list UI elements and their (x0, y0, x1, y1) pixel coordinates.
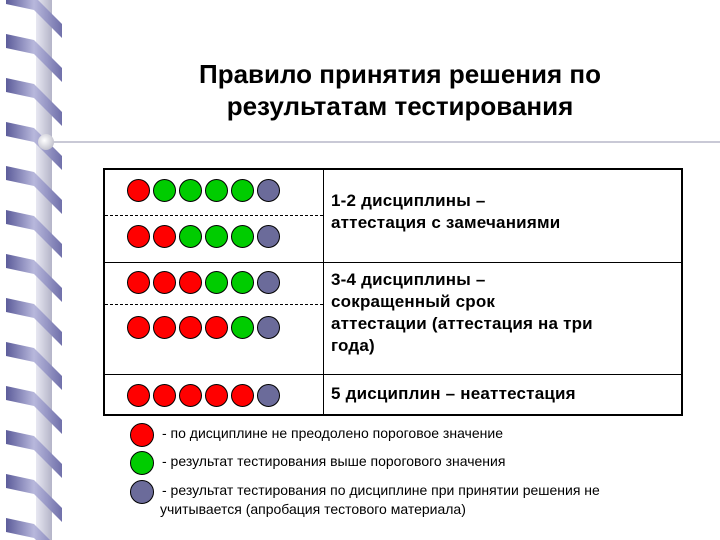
gray-circle-icon (257, 179, 280, 202)
divider-knob (38, 134, 54, 150)
row-text-line: 3-4 дисциплины – (331, 270, 486, 289)
row-text-line: 5 дисциплин – неаттестация (331, 384, 576, 403)
green-circle-icon (205, 179, 228, 202)
circle-pattern (127, 271, 280, 294)
binder-ribbon (6, 474, 62, 522)
binder-ribbon (6, 34, 62, 82)
page-title (100, 58, 700, 122)
circle-pattern (127, 225, 280, 248)
green-circle-icon (231, 316, 254, 339)
green-circle-icon (205, 271, 228, 294)
red-circle-icon (179, 316, 202, 339)
binder-ribbon (6, 78, 62, 126)
row-text-line: сокращенный срок (331, 292, 496, 311)
red-circle-icon (231, 384, 254, 407)
table-row (105, 374, 681, 415)
circle-pattern (127, 316, 280, 339)
row-text-line: года) (331, 336, 375, 355)
green-circle-icon (231, 225, 254, 248)
binder-ribbon (6, 342, 62, 390)
binder-ribbon (6, 430, 62, 478)
binder-ribbon (6, 122, 62, 170)
decision-rules-table (103, 168, 683, 416)
green-circle-icon (179, 225, 202, 248)
column-separator (323, 170, 324, 262)
legend-text (162, 452, 505, 471)
green-circle-icon (231, 271, 254, 294)
red-circle-icon (179, 384, 202, 407)
red-circle-icon (153, 316, 176, 339)
green-circle-icon (130, 451, 154, 475)
binder-ribbon (6, 298, 62, 346)
title-line-1: Правило принятия решения по (199, 59, 601, 89)
binder-ribbon (6, 386, 62, 434)
gray-circle-icon (257, 271, 280, 294)
spiral-binding-decoration (0, 0, 90, 540)
divider-line (40, 141, 720, 143)
row-description (331, 269, 675, 357)
title-line-2: результатам тестирования (226, 91, 574, 121)
gray-circle-icon (257, 316, 280, 339)
table-row (105, 170, 681, 262)
row-text-line: аттестации (аттестация на три (331, 314, 593, 333)
red-circle-icon (127, 316, 150, 339)
red-circle-icon (179, 271, 202, 294)
table-row (105, 262, 681, 375)
red-circle-icon (130, 423, 154, 447)
red-circle-icon (153, 384, 176, 407)
red-circle-icon (127, 225, 150, 248)
row-description (331, 190, 675, 234)
red-circle-icon (205, 316, 228, 339)
row-text-line: аттестация с замечаниями (331, 213, 561, 232)
binder-ribbon (6, 254, 62, 302)
binder-ribbon (6, 210, 62, 258)
dashed-separator (105, 304, 323, 305)
circle-pattern (127, 384, 280, 407)
gray-circle-icon (130, 480, 154, 504)
green-circle-icon (205, 225, 228, 248)
gray-circle-icon (257, 225, 280, 248)
legend-text (162, 481, 600, 519)
binder-ribbon (6, 518, 62, 540)
green-circle-icon (179, 179, 202, 202)
red-circle-icon (153, 271, 176, 294)
binder-ribbon (6, 0, 62, 38)
red-circle-icon (127, 384, 150, 407)
column-separator (323, 263, 324, 375)
red-circle-icon (127, 179, 150, 202)
binder-ribbon (6, 166, 62, 214)
circle-pattern (127, 179, 280, 202)
legend-text-line: - по дисциплине не преодолено пороговое значение (162, 425, 503, 441)
row-description (331, 383, 675, 405)
legend-text-line: - результат тестирования по дисциплине при принятии решения не (162, 482, 600, 498)
legend-text (162, 424, 503, 443)
red-circle-icon (205, 384, 228, 407)
legend-text-line: - результат тестирования выше порогового значения (162, 453, 506, 469)
green-circle-icon (231, 179, 254, 202)
row-text-line: 1-2 дисциплины – (331, 191, 486, 210)
red-circle-icon (127, 271, 150, 294)
gray-circle-icon (257, 384, 280, 407)
green-circle-icon (153, 179, 176, 202)
legend-text-line: учитывается (апробация тестового материала) (160, 501, 466, 517)
dashed-separator (105, 215, 323, 216)
red-circle-icon (153, 225, 176, 248)
column-separator (323, 375, 324, 415)
